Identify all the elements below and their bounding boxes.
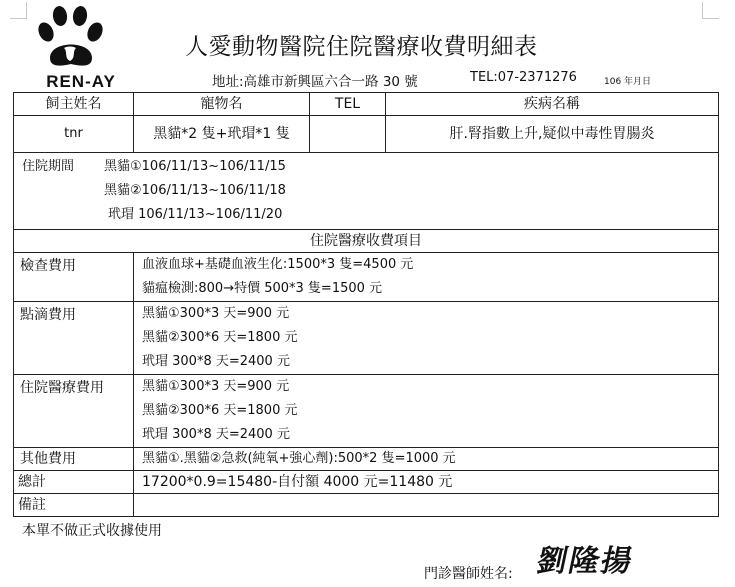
other-details: 黑貓①.黑貓②急救(純氧+強心劑):500*2 隻=1000 元 [134,448,719,471]
clinic-logo [26,6,116,91]
hosp-line-1: 黑貓①300*3 天=900 元 [142,379,290,394]
doctor-signature: 劉隆揚 [533,544,637,579]
crop-mark-top-right [702,2,719,19]
info-row [14,116,719,153]
section-title: 住院醫療收費項目 [14,230,719,253]
header-pet: 寵物名 [134,93,310,116]
disease-value: 肝.腎指數上升,疑似中毒性胃腸炎 [386,116,719,153]
owner-value: tnr [14,116,134,153]
crop-mark-top-left [10,2,27,19]
remark-label: 備註 [14,494,134,517]
exam-line-2: 貓瘟檢測:800→特價 500*3 隻=1500 元 [142,281,383,296]
period-label: 住院期間 [22,159,75,174]
remark-row [14,494,719,517]
hosp-label: 住院醫療費用 [14,375,134,448]
tel-value [310,116,386,153]
header-row [14,93,719,116]
exam-row [14,253,719,302]
header-tel: TEL [310,93,386,116]
total-details: 17200*0.9=15480-自付額 4000 元=11480 元 [134,471,719,494]
hosp-line-3: 玳瑁 300*8 天=2400 元 [142,427,290,442]
total-row [14,471,719,494]
clinic-address: 地址:高雄市新興區六合一路 30 號 [212,74,418,90]
other-label: 其他費用 [14,448,134,471]
page-title: 人愛動物醫院住院醫療收費明細表 [185,34,538,60]
drip-details [134,302,719,375]
header-disease: 疾病名稱 [386,93,719,116]
remark-value [134,494,719,517]
hosp-row [14,375,719,448]
paw-logo-icon [34,6,108,70]
drip-label: 點滴費用 [14,302,134,375]
drip-line-1: 黑貓①300*3 天=900 元 [142,306,290,321]
period-line-2: 黑貓②106/11/13~106/11/18 [104,183,286,198]
exam-line-1: 血液血球+基礎血液生化:1500*3 隻=4500 元 [142,257,414,272]
drip-line-3: 玳瑁 300*8 天=2400 元 [142,354,290,369]
exam-details [134,253,719,302]
logo-text: REN-AY [46,72,116,91]
period-cell [14,153,719,230]
other-row [14,448,719,471]
hosp-line-2: 黑貓②300*6 天=1800 元 [142,403,298,418]
drip-row [14,302,719,375]
period-row [14,153,719,230]
header-owner: 飼主姓名 [14,93,134,116]
footer-note: 本單不做正式收據使用 [22,523,162,539]
pet-value: 黑貓*2 隻+玳瑁*1 隻 [134,116,310,153]
exam-label: 檢查費用 [14,253,134,302]
doctor-name-label: 門診醫師姓名: [424,566,513,582]
period-line-3: 玳瑁 106/11/13~106/11/20 [108,207,283,222]
period-line-1: 黑貓①106/11/13~106/11/15 [104,159,286,174]
total-label: 總計 [14,471,134,494]
section-title-row [14,230,719,253]
hosp-details [134,375,719,448]
form-date: 106 年月日 [604,77,652,87]
clinic-tel: TEL:07-2371276 [470,70,577,85]
billing-table [13,92,719,517]
drip-line-2: 黑貓②300*6 天=1800 元 [142,330,298,345]
